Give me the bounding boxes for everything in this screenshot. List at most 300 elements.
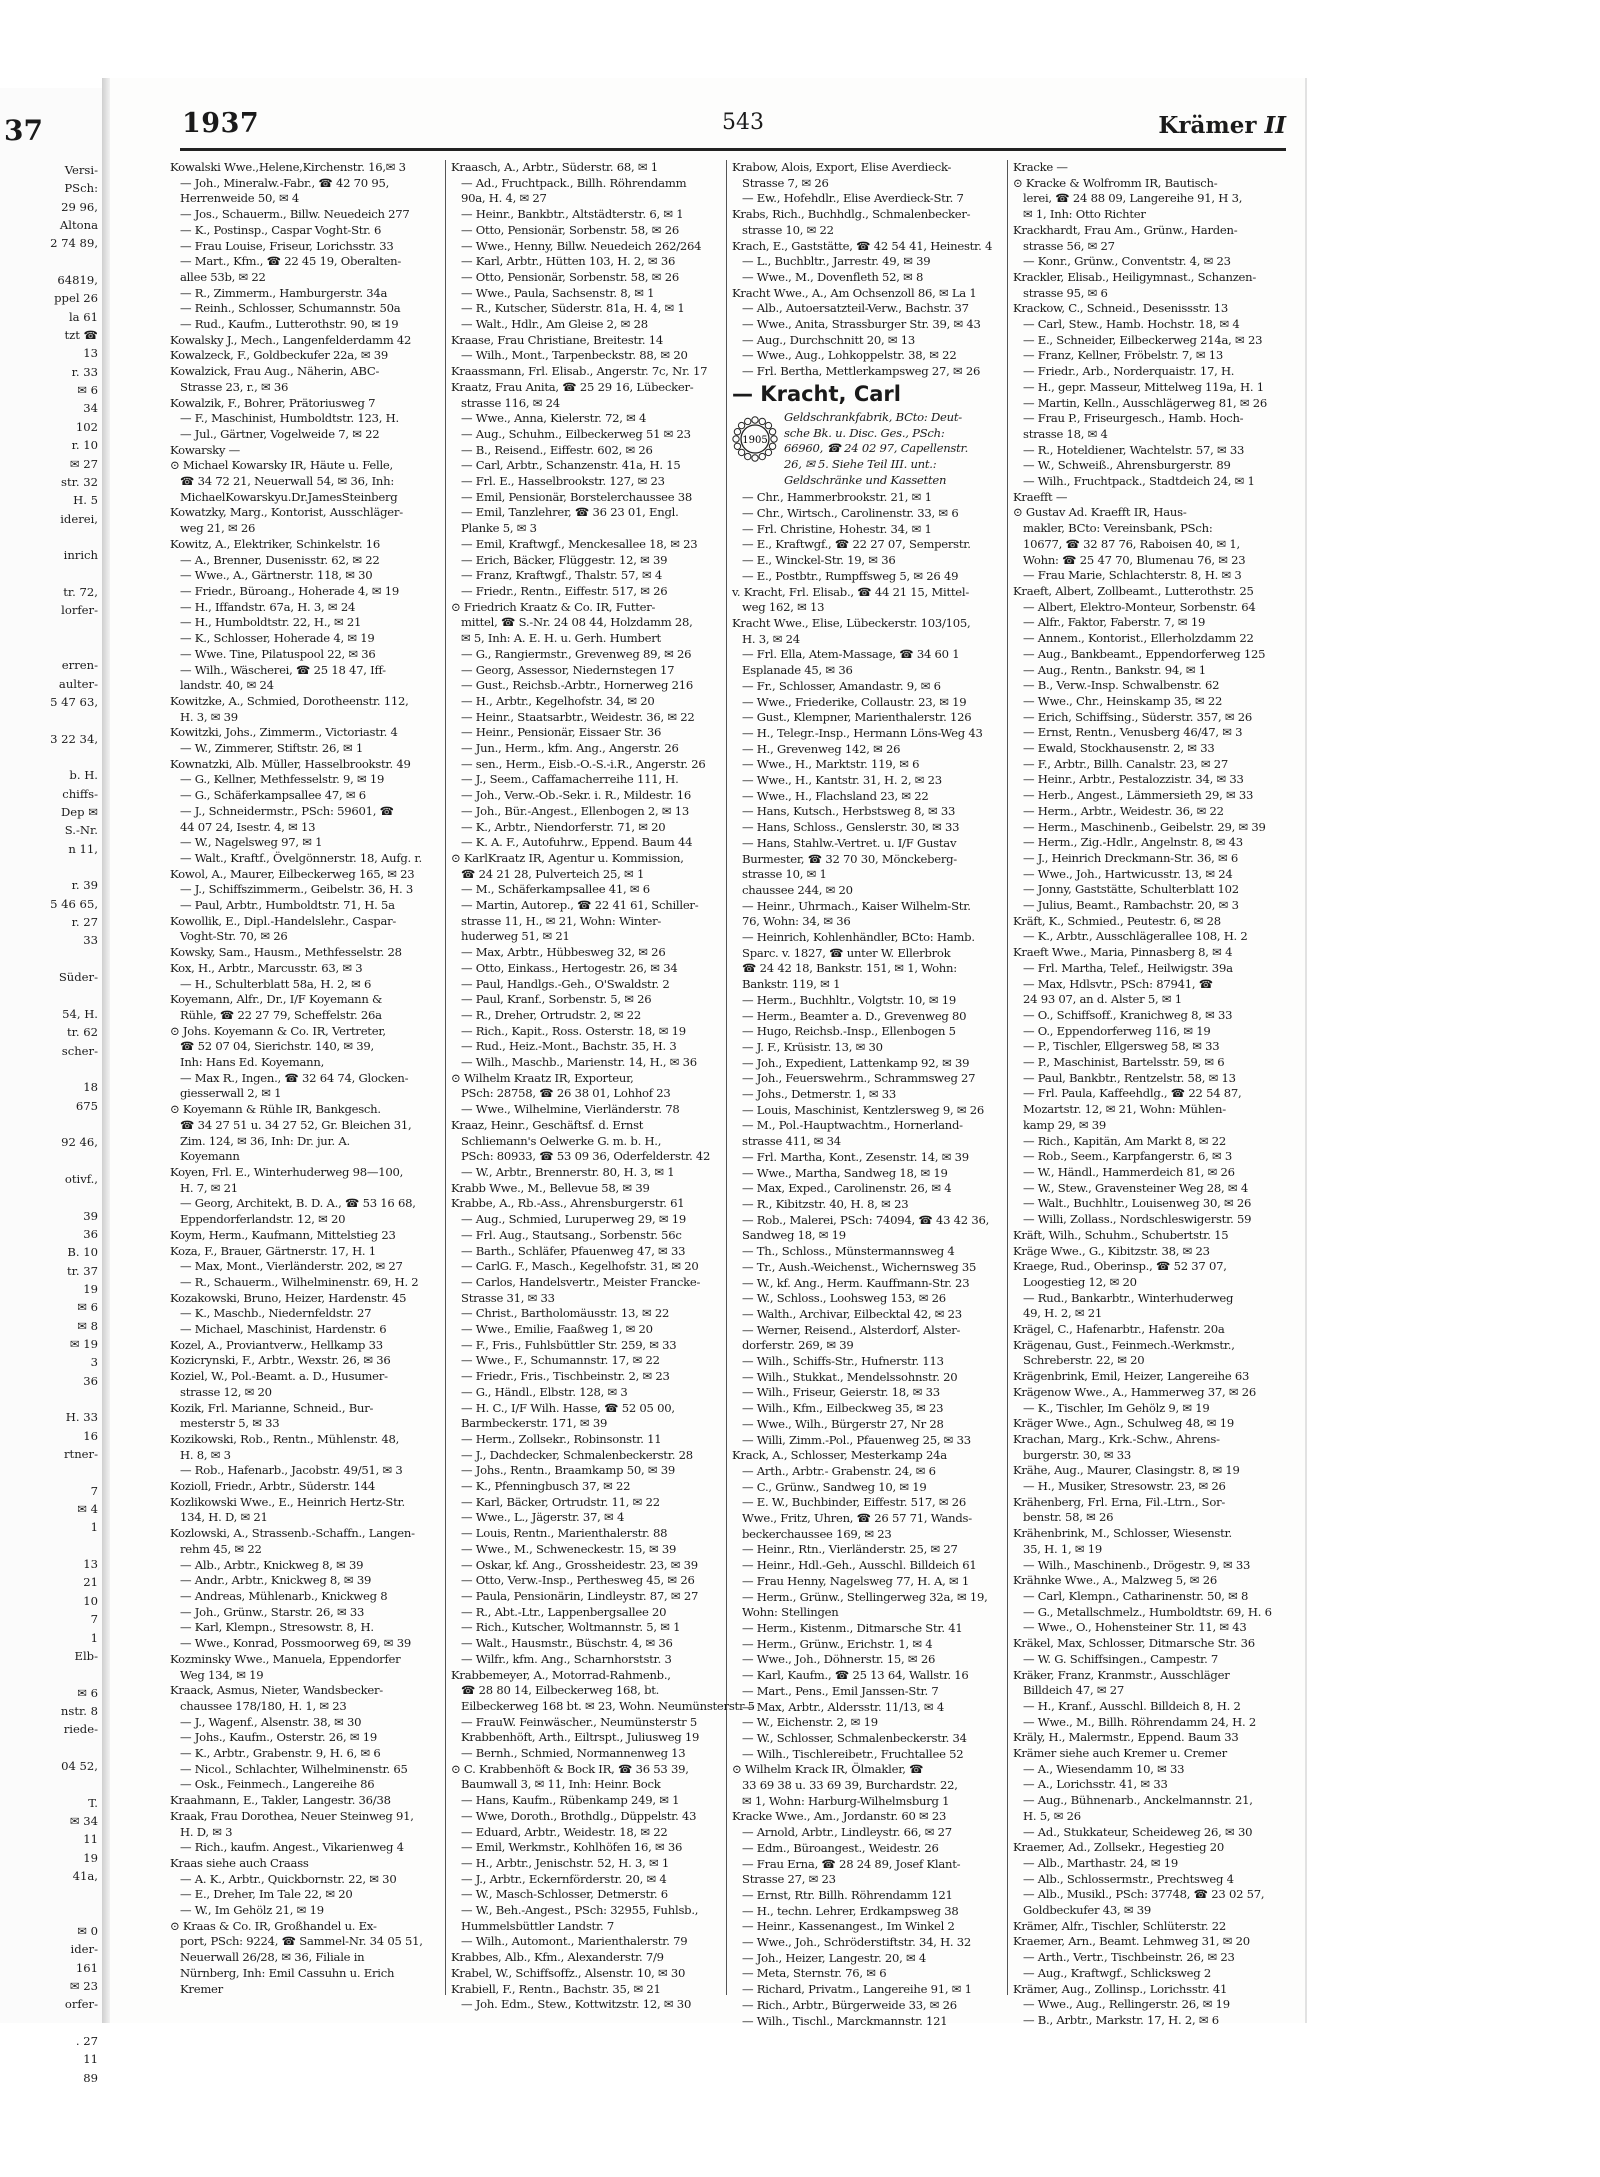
directory-entry: — Wwe., Joh., Döhnerstr. 15, ✉ 26 (742, 1652, 936, 1667)
previous-page-fragment: 36 (83, 1373, 98, 1388)
directory-entry: Kozakowski, Bruno, Heizer, Hardenstr. 45 (170, 1290, 407, 1305)
previous-page-fragment: 11 (83, 1832, 98, 1847)
directory-entry: — Heinr., Staatsarbtr., Weidestr. 36, ✉ 22 (461, 709, 695, 724)
directory-entry: — Aug., Schuhm., Eilbeckerweg 51 ✉ 23 (461, 426, 691, 441)
previous-page-fragment: n 11, (68, 841, 98, 856)
previous-page-fragment: ✉ 8 (77, 1318, 98, 1333)
directory-entry: — Joh., Feuerswehrm., Schrammsweg 27 (742, 1071, 976, 1086)
directory-entry: Kowalzik, F., Bohrer, Prätoriusweg 7 (170, 395, 376, 410)
directory-entry: — Julius, Beamt., Rambachstr. 20, ✉ 3 (1023, 898, 1239, 913)
directory-entry: H. 5, ✉ 26 (1023, 1808, 1081, 1823)
directory-entry: — Rob., Malerei, PSch: 74094, ☎ 43 42 36, (742, 1212, 990, 1227)
directory-entry: — H., Schulterblatt 58a, H. 2, ✉ 6 (180, 976, 372, 991)
directory-entry: lerei, ☎ 24 88 09, Langereihe 91, H 3, (1023, 191, 1243, 206)
directory-entry: strasse 18, ✉ 4 (1023, 426, 1108, 441)
directory-entry: — W., Im Gehölz 21, ✉ 19 (180, 1903, 324, 1918)
directory-entry: — G., Rangiermstr., Grevenweg 89, ✉ 26 (461, 646, 692, 661)
directory-entry: Sparc. v. 1827, ☎ unter W. Ellerbrok (742, 945, 951, 960)
previous-page-fragment: iderei, (60, 511, 98, 526)
directory-entry: — Wwe., Emilie, Faaßweg 1, ✉ 20 (461, 1322, 653, 1337)
previous-page-fragment: ✉ 27 (69, 456, 98, 471)
directory-entry: Kraase, Frau Christiane, Breitestr. 14 (451, 332, 664, 347)
directory-entry: — Paul, Bankbtr., Rentzelstr. 58, ✉ 13 (1023, 1070, 1236, 1085)
directory-entry: — Arth., Arbtr.- Grabenstr. 24, ✉ 6 (742, 1463, 936, 1478)
previous-page-fragment (0, 1152, 102, 1170)
directory-entry: — Ernst, Rtr. Billh. Röhrendamm 121 (742, 1887, 953, 1902)
directory-entry: Krähenberg, Frl. Erna, Fil.-Ltrn., Sor- (1013, 1494, 1226, 1509)
directory-entry: Kowarsky — (170, 442, 241, 457)
directory-entry: Schliemann's Oelwerke G. m. b. H., (461, 1133, 662, 1148)
directory-entry: Kozel, A., Proviantverw., Hellkamp 33 (170, 1337, 383, 1352)
directory-entry: — Arnold, Arbtr., Lindleystr. 66, ✉ 27 (742, 1825, 952, 1840)
directory-entry: — Reinh., Schlosser, Schumannstr. 50a (180, 301, 401, 316)
directory-entry: — Ernst, Rentn., Venusberg 46/47, ✉ 3 (1023, 725, 1243, 740)
directory-entry: 24 93 07, an d. Alster 5, ✉ 1 (1023, 992, 1182, 1007)
previous-page-fragment (0, 528, 102, 546)
directory-entry: — Joh., Bür.-Angest., Ellenbogen 2, ✉ 13 (461, 803, 690, 818)
directory-entry: — Frl. Ella, Atem-Massage, ☎ 34 60 1 (742, 647, 960, 662)
previous-page-fragment: la 61 (68, 309, 98, 324)
directory-entry: — G., Kellner, Methfesselstr. 9, ✉ 19 (180, 772, 385, 787)
previous-page-fragment: 13 (83, 1557, 98, 1572)
directory-entry: — Emil, Tanzlehrer, ☎ 36 23 01, Engl. (461, 505, 679, 520)
directory-entry: — Heinr., Uhrmach., Kaiser Wilhelm-Str. (742, 898, 971, 913)
directory-entry: — Alb., Arbtr., Knickweg 8, ✉ 39 (180, 1557, 364, 1572)
directory-entry: — Wwe., H., Kantstr. 31, H. 2, ✉ 23 (742, 773, 942, 788)
previous-page-fragment: ✉ 34 (69, 1813, 98, 1828)
directory-entry: — Wilh., Maschinenb., Drögestr. 9, ✉ 33 (1023, 1557, 1251, 1572)
directory-entry: — Joh. Edm., Stew., Kottwitzstr. 12, ✉ 30 (461, 1997, 692, 2012)
previous-page-fragment: nstr. 8 (60, 1703, 98, 1718)
directory-entry: dorferstr. 269, ✉ 39 (742, 1338, 854, 1353)
directory-entry: Wohn: ☎ 25 47 70, Blumenau 76, ✉ 23 (1023, 552, 1246, 567)
header-rule (180, 148, 1286, 151)
directory-entry: — Erich, Schiffsing., Süderstr. 357, ✉ 26 (1023, 709, 1253, 724)
directory-entry: — Herm., Kistenm., Ditmarsche Str. 41 (742, 1620, 963, 1635)
directory-entry: — Carl, Klempn., Catharinenstr. 50, ✉ 8 (1023, 1588, 1249, 1603)
directory-entry: — Rob., Seem., Karpfangerstr. 6, ✉ 3 (1023, 1149, 1232, 1164)
directory-entry: Koza, F., Brauer, Gärtnerstr. 17, H. 1 (170, 1243, 376, 1258)
directory-entry: — Jonny, Gaststätte, Schulterblatt 102 (1023, 882, 1239, 897)
directory-entry: Krackow, C., Schneid., Desenissstr. 13 (1013, 301, 1229, 316)
directory-entry: — B., Arbtr., Markstr. 17, H. 2, ✉ 6 (1023, 2012, 1219, 2027)
previous-page-fragment: 161 (75, 1960, 98, 1975)
directory-entry: — Rich., kaufm. Angest., Vikarienweg 4 (180, 1840, 404, 1855)
previous-page-fragment: Versi- (64, 163, 98, 177)
directory-entry: — Paul, Arbtr., Humboldtstr. 71, H. 5a (180, 898, 395, 913)
directory-entry: — A., Wiesendamm 10, ✉ 33 (1023, 1761, 1185, 1776)
directory-entry: — Wwe., Martha, Sandweg 18, ✉ 19 (742, 1165, 948, 1180)
directory-entry: — Alb., Autoersatzteil-Verw., Bachstr. 37 (742, 301, 969, 316)
directory-entry: Krähnke Wwe., A., Malzweg 5, ✉ 26 (1013, 1573, 1217, 1588)
directory-entry: Strasse 31, ✉ 33 (461, 1290, 555, 1305)
previous-page-fragment (0, 253, 102, 271)
directory-entry: — G., Schäferkampsallee 47, ✉ 6 (180, 788, 366, 803)
directory-entry: — Konr., Grünw., Conventstr. 4, ✉ 23 (1023, 254, 1231, 269)
previous-page-fragment: . 27 (75, 2034, 98, 2049)
directory-entry: — Walt., Hdlr., Am Gleise 2, ✉ 28 (461, 317, 648, 332)
directory-entry: — Frau Erna, ☎ 28 24 89, Josef Klant- (742, 1856, 961, 1871)
directory-entry: — Oskar, kf. Ang., Grossheidestr. 23, ✉ 39 (461, 1557, 698, 1572)
directory-entry: — Karl, Kaufm., ☎ 25 13 64, Wallstr. 16 (742, 1668, 969, 1683)
directory-entry: — M., Schäferkampsallee 41, ✉ 6 (461, 882, 650, 897)
directory-entry: — Eduard, Arbtr., Weidestr. 18, ✉ 22 (461, 1824, 668, 1839)
directory-entry: — J., Seem., Caffamacherreihe 111, H. (461, 772, 679, 787)
directory-entry: Krack, A., Schlosser, Mesterkamp 24a (732, 1448, 947, 1463)
previous-page-fragment: 3 (90, 1355, 98, 1370)
directory-entry: Herrenweide 50, ✉ 4 (180, 191, 299, 206)
directory-entry: — W. G. Schiffsingen., Campestr. 7 (1023, 1651, 1219, 1666)
directory-entry: — Annem., Kontorist., Ellerholzdamm 22 (1023, 631, 1254, 646)
previous-page-fragment (0, 2014, 102, 2032)
directory-entry: Inh: Hans Ed. Koyemann, (180, 1055, 325, 1070)
directory-entry: Esplanade 45, ✉ 36 (742, 663, 853, 678)
page-header (182, 108, 1286, 148)
directory-entry: Kraassmann, Frl. Elisab., Angerstr. 7c, Nr. 17 (451, 364, 708, 379)
directory-entry: — H., Musiker, Stresowstr. 23, ✉ 26 (1023, 1479, 1226, 1494)
directory-entry: ⊙ C. Krabbenhöft & Bock IR, ☎ 36 53 39, (451, 1761, 689, 1776)
previous-page-fragment: tr. 37 (66, 1263, 98, 1278)
directory-entry: — A. K., Arbtr., Quickbornstr. 22, ✉ 30 (180, 1871, 397, 1886)
directory-entry: — Wwe., M., Dovenfleth 52, ✉ 8 (742, 269, 924, 284)
directory-entry: Krabow, Alois, Export, Elise Averdieck- (732, 160, 952, 174)
directory-entry: H. D, ✉ 3 (180, 1824, 233, 1839)
directory-entry: weg 21, ✉ 26 (180, 521, 256, 536)
previous-page-fragment: 04 52, (61, 1758, 98, 1773)
directory-entry: ⊙ Michael Kowarsky IR, Häute u. Felle, (170, 458, 393, 473)
directory-entry: Kräft, Wilh., Schuhm., Schubertstr. 15 (1013, 1227, 1229, 1242)
previous-page-fragment: Elb- (74, 1648, 98, 1663)
previous-page-fragment (0, 1665, 102, 1683)
directory-entry: Kowollik, E., Dipl.-Handelslehr., Caspar- (170, 913, 397, 928)
directory-entry: Kraemer, Arn., Beamt. Lehmweg 31, ✉ 20 (1013, 1934, 1250, 1949)
directory-entry: Krähe, Aug., Maurer, Clasingstr. 8, ✉ 19 (1013, 1463, 1240, 1478)
directory-entry: benstr. 58, ✉ 26 (1023, 1510, 1114, 1525)
directory-entry: Baumwall 3, ✉ 11, Inh: Heinr. Bock (461, 1777, 661, 1792)
directory-entry: — Wilh., Mont., Tarpenbeckstr. 88, ✉ 20 (461, 348, 688, 363)
directory-entry: — Rud., Bankarbtr., Winterhuderweg (1023, 1290, 1234, 1305)
directory-entry: Planke 5, ✉ 3 (461, 521, 537, 536)
directory-entry: mittel, ☎ S.-Nr. 24 08 44, Holzdamm 28, (461, 615, 693, 630)
previous-page-fragment: r. 10 (71, 438, 98, 453)
directory-entry: — Max, Exped., Carolinenstr. 26, ✉ 4 (742, 1181, 952, 1196)
previous-page-fragment: 19 (83, 1850, 98, 1865)
directory-entry: — Nicol., Schlachter, Wilhelminenstr. 65 (180, 1761, 408, 1776)
directory-entry: Strasse 23, r., ✉ 36 (180, 379, 289, 394)
directory-entry: — Aug., Rentn., Bankstr. 94, ✉ 1 (1023, 662, 1206, 677)
previous-page-fragment: 2 74 89, (50, 236, 98, 251)
directory-entry: — Rich., Arbtr., Bürgerweide 33, ✉ 26 (742, 1997, 957, 2012)
directory-entry: — C., Grünw., Sandweg 10, ✉ 19 (742, 1479, 927, 1494)
previous-page-fragment (0, 986, 102, 1004)
directory-entry: Krackhardt, Frau Am., Grünw., Harden- (1013, 222, 1238, 237)
directory-entry: Burmester, ☎ 32 70 30, Mönckeberg- (742, 851, 957, 866)
directory-entry: — W., Schloss., Loohsweg 153, ✉ 26 (742, 1291, 946, 1306)
directory-entry: — J., Dachdecker, Schmalenbeckerstr. 28 (461, 1447, 693, 1462)
directory-entry: Kowalski Wwe.,Helene,Kirchenstr. 16,✉ 3 (170, 160, 406, 174)
directory-entry: — P., Maschinist, Bartelsstr. 59, ✉ 6 (1023, 1055, 1225, 1070)
directory-entry: beckerchaussee 169, ✉ 23 (742, 1526, 892, 1541)
directory-entry: Kraaz, Heinr., Geschäftsf. d. Ernst (451, 1117, 644, 1132)
directory-entry: strasse 116, ✉ 24 (461, 395, 560, 410)
directory-entry: Wwe., Fritz, Uhren, ☎ 26 57 71, Wands- (742, 1511, 972, 1526)
directory-entry: Voght-Str. 70, ✉ 26 (180, 929, 288, 944)
directory-entry: Koyemann, Alfr., Dr., I/F Koyemann & (170, 992, 383, 1007)
previous-page-fragment (0, 1188, 102, 1206)
directory-entry: — Barth., Schläfer, Pfauenweg 47, ✉ 33 (461, 1243, 686, 1258)
directory-entry: Kräge Wwe., G., Kibitzstr. 38, ✉ 23 (1013, 1243, 1210, 1258)
directory-entry: — Wwe., Aug., Lohkoppelstr. 38, ✉ 22 (742, 348, 957, 363)
directory-entry: — Aug., Kraftwgf., Schlicksweg 2 (1023, 1965, 1211, 1980)
directory-entry: — Erich, Bäcker, Flüggestr. 12, ✉ 39 (461, 552, 668, 567)
directory-entry: — J., Arbtr., Eckernförderstr. 20, ✉ 4 (461, 1871, 667, 1886)
previous-page-fragment: 5 47 63, (50, 694, 98, 709)
directory-entry: giesserwall 2, ✉ 1 (180, 1086, 282, 1101)
directory-entry: — Heinr., Arbtr., Pestalozzistr. 34, ✉ 33 (1023, 772, 1244, 787)
directory-entry: — Frl. Paula, Kaffeehdlg., ☎ 22 54 87, (1023, 1086, 1242, 1101)
directory-entry: Kowsky, Sam., Hausm., Methfesselstr. 28 (170, 945, 402, 960)
directory-entry: — Joh., Expedient, Lattenkamp 92, ✉ 39 (742, 1055, 970, 1070)
directory-entry: strasse 10, ✉ 22 (742, 222, 834, 237)
directory-entry: ✉ 1, Inh: Otto Richter (1023, 207, 1146, 222)
directory-entry: — Walt., Buchhltr., Louisenweg 30, ✉ 26 (1023, 1196, 1252, 1211)
directory-entry: Kozioll, Friedr., Arbtr., Süderstr. 144 (170, 1479, 375, 1494)
directory-entry: — Carl, Stew., Hamb. Hochstr. 18, ✉ 4 (1023, 317, 1240, 332)
directory-entry: — Emil, Pensionär, Borstelerchaussee 38 (461, 489, 693, 504)
directory-entry: — K., Postinsp., Caspar Voght-Str. 6 (180, 222, 382, 237)
directory-entry: — Wwe., Paula, Sachsenstr. 8, ✉ 1 (461, 285, 655, 300)
directory-entry: Koyen, Frl. E., Winterhuderweg 98—100, (170, 1165, 404, 1179)
previous-page-fragment: H. 33 (65, 1410, 98, 1425)
directory-entry: — Wwe., Konrad, Possmoorweg 69, ✉ 39 (180, 1636, 411, 1651)
volume-number: II (1264, 112, 1286, 139)
directory-entry: — G., Händl., Elbstr. 128, ✉ 3 (461, 1384, 628, 1399)
directory-entry: Krabs, Rich., Buchhdlg., Schmalenbecker- (732, 207, 971, 222)
directory-entry: — Heinr., Bankbtr., Altstädterstr. 6, ✉ 1 (461, 207, 684, 222)
directory-entry: Kozlikowski Wwe., E., Heinrich Hertz-Str. (170, 1494, 405, 1509)
previous-page-fragment: Dep ✉ (61, 805, 98, 820)
directory-entry: — Wwe., Anita, Strassburger Str. 39, ✉ 43 (742, 317, 981, 332)
previous-page-fragment: 675 (75, 1098, 98, 1113)
directory-entry: — Franz, Kraftwgf., Thalstr. 57, ✉ 4 (461, 568, 663, 583)
directory-entry: ⊙ Wilhelm Krack IR, Ölmakler, ☎ (732, 1762, 924, 1777)
directory-entry: — W., kf. Ang., Herm. Kauffmann-Str. 23 (742, 1275, 970, 1290)
previous-page-fragment: 1 (90, 1520, 98, 1535)
directory-entry: 10677, ☎ 32 87 76, Raboisen 40, ✉ 1, (1023, 536, 1240, 551)
directory-entry: Kraege, Rud., Oberinsp., ☎ 52 37 07, (1013, 1259, 1227, 1274)
directory-entry: — E., Schneider, Eilbeckerweg 214a, ✉ 23 (1023, 332, 1263, 347)
directory-entry: Rühle, ☎ 22 27 79, Scheffelstr. 26a (180, 1007, 382, 1022)
directory-entry: — K. A. F., Autofuhrw., Eppend. Baum 44 (461, 835, 693, 850)
directory-entry: — Herb., Angest., Lämmersieth 29, ✉ 33 (1023, 788, 1254, 803)
directory-entry: Kräly, H., Malermstr., Eppend. Baum 33 (1013, 1730, 1239, 1745)
previous-page-fragment: 89 (83, 2070, 98, 2085)
directory-entry: — Edm., Büroangest., Weidestr. 26 (742, 1840, 939, 1855)
directory-entry: v. Kracht, Frl. Elisab., ☎ 44 21 15, Mittel- (732, 584, 970, 599)
directory-entry: Koym, Herm., Kaufmann, Mittelstieg 23 (170, 1227, 396, 1242)
previous-page-fragment (0, 1463, 102, 1481)
directory-entry: — Frl. Bertha, Mettlerkampsweg 27, ✉ 26 (742, 364, 981, 379)
directory-entry: — R., Hoteldiener, Wachtelstr. 57, ✉ 33 (1023, 442, 1245, 457)
directory-entry: — W., Beh.-Angest., PSch: 32955, Fuhlsb., (461, 1903, 699, 1918)
directory-entry: — Friedr., Arb., Norderquaistr. 17, H. (1023, 364, 1235, 379)
previous-page-fragment: ✉ 19 (69, 1337, 98, 1351)
directory-entry: Kracht Wwe., A., Am Ochsenzoll 86, ✉ La 1 (732, 285, 977, 300)
directory-entry: — Wwe., O., Hohensteiner Str. 11, ✉ 43 (1023, 1620, 1247, 1635)
directory-entry: — Karl, Klempn., Stresowstr. 8, H. (180, 1620, 374, 1635)
previous-page-fragment: 41a, (72, 1868, 98, 1883)
directory-entry: Kozicrynski, F., Arbtr., Wexstr. 26, ✉ 36 (170, 1353, 391, 1368)
directory-entry: — W., Schlosser, Schmalenbeckerstr. 34 (742, 1730, 967, 1745)
directory-entry: Kraeft, Albert, Zollbeamt., Lutterothstr. 25 (1013, 583, 1254, 598)
directory-entry: — Walt., Hausmstr., Büschstr. 4, ✉ 36 (461, 1636, 673, 1651)
previous-page-fragment: 39 (83, 1208, 98, 1223)
directory-entry: — Aug., Durchschnitt 20, ✉ 13 (742, 332, 915, 347)
directory-entry: — Herm., Zig.-Hdlr., Angelnstr. 8, ✉ 43 (1023, 835, 1243, 850)
directory-entry: strasse 11, H., ✉ 21, Wohn: Winter- (461, 913, 662, 928)
directory-entry: H. 8, ✉ 3 (180, 1447, 231, 1462)
directory-entry: Kraack, Asmus, Nieter, Wandsbecker- (170, 1683, 383, 1698)
directory-entry: — Wilh., Kfm., Eilbeckweg 35, ✉ 23 (742, 1401, 944, 1416)
directory-column-4 (1008, 160, 1289, 2027)
page-number: 543 (722, 110, 764, 135)
directory-entry: — Wwe., F., Schumannstr. 17, ✉ 22 (461, 1353, 660, 1368)
directory-entry: — Max, Hdlsvtr., PSch: 87941, ☎ (1023, 976, 1213, 991)
directory-entry: — K., Arbtr., Grabenstr. 9, H. 6, ✉ 6 (180, 1746, 381, 1761)
directory-entry: — R., Kutscher, Süderstr. 81a, H. 4, ✉ 1 (461, 301, 685, 316)
directory-entry: Krachan, Marg., Krk.-Schw., Ahrens- (1013, 1431, 1220, 1446)
directory-entry: 33 69 38 u. 33 69 39, Burchardstr. 22, (742, 1778, 958, 1793)
directory-entry: — K., Arbtr., Ausschlägerallee 108, H. 2 (1023, 929, 1248, 944)
advertisement-line: 66960, ☎ 24 02 97, Capellenstr. (784, 441, 968, 456)
directory-entry: chaussee 244, ✉ 20 (742, 882, 853, 897)
display-heading: — Kracht, Carl (732, 381, 901, 406)
directory-entry: — Wilh., Friseur, Geierstr. 18, ✉ 33 (742, 1385, 940, 1400)
directory-entry: — Wilh., Stukkat., Mendelssohnstr. 20 (742, 1369, 958, 1384)
directory-entry: Schreberstr. 22, ✉ 20 (1023, 1353, 1145, 1368)
directory-entry: — W., Nagelsweg 97, ✉ 1 (180, 835, 323, 850)
directory-entry: Krabel, W., Schiffsoffz., Alsenstr. 10, ✉ 30 (451, 1965, 686, 1980)
directory-entry: — Frl. E., Hasselbrookstr. 127, ✉ 23 (461, 474, 665, 489)
directory-entry: — Th., Schloss., Münstermannsweg 4 (742, 1244, 955, 1259)
directory-entry: strasse 95, ✉ 6 (1023, 285, 1108, 300)
directory-entry: — H., gepr. Masseur, Mittelweg 119a, H. 1 (1023, 379, 1264, 394)
previous-page-fragment: 13 (83, 346, 98, 361)
directory-entry: Goldbeckufer 43, ✉ 39 (1023, 1903, 1152, 1918)
directory-entry: — Martin, Kelln., Ausschlägerweg 81, ✉ 26 (1023, 395, 1268, 410)
directory-entry: Krägel, C., Hafenarbtr., Hafenstr. 20a (1013, 1322, 1225, 1337)
previous-page-fragment: B. 10 (67, 1245, 98, 1260)
directory-entry: Kowalzeck, F., Goldbeckufer 22a, ✉ 39 (170, 348, 388, 363)
directory-entry: — Rich., Kapitän, Am Markt 8, ✉ 22 (1023, 1133, 1226, 1148)
directory-entry: — Ewald, Stockhausenstr. 2, ✉ 33 (1023, 741, 1215, 756)
previous-page-fragment: 92 46, (61, 1135, 98, 1150)
advertisement-line: Geldschrankfabrik, BCto: Deut- (784, 409, 962, 424)
directory-entry: ⊙ Wilhelm Kraatz IR, Exporteur, (451, 1070, 634, 1085)
directory-entry: — Hans, Kaufm., Rübenkamp 249, ✉ 1 (461, 1793, 680, 1808)
directory-entry: — Tr., Aush.-Weichenst., Wichernsweg 35 (742, 1259, 977, 1274)
previous-page-fragment: 64819, (57, 273, 98, 288)
directory-entry: — Alb., Musikl., PSch: 37748, ☎ 23 02 57, (1023, 1887, 1265, 1902)
directory-entry: — Rich., Kapit., Ross. Osterstr. 18, ✉ 19 (461, 1023, 686, 1038)
directory-entry: Kräft, K., Schmied., Peutestr. 6, ✉ 28 (1013, 913, 1221, 928)
directory-entry: Kownatzki, Alb. Müller, Hasselbrookstr. 49 (170, 756, 411, 771)
directory-entry: Kowitzki, Johs., Zimmerm., Victoriastr. 4 (170, 725, 398, 740)
directory-entry: — Wwe., Joh., Schröderstiftstr. 34, H. 32 (742, 1935, 972, 1950)
directory-entry: — K., Schlosser, Hoherade 4, ✉ 19 (180, 631, 375, 646)
directory-entry: — Rich., Kutscher, Woltmannstr. 5, ✉ 1 (461, 1620, 681, 1635)
previous-page-fragment (0, 1885, 102, 1903)
previous-page-fragment (0, 1904, 102, 1922)
directory-entry: — W., Masch-Schlosser, Detmerstr. 6 (461, 1887, 668, 1902)
directory-entry: — Johs., Detmerstr. 1, ✉ 33 (742, 1087, 896, 1102)
previous-page-fragment: ✉ 0 (77, 1924, 98, 1938)
previous-page-fragment: 33 (83, 933, 98, 948)
directory-entry: Mozartstr. 12, ✉ 21, Wohn: Mühlen- (1023, 1102, 1226, 1117)
previous-page-fragment: rtner- (64, 1447, 98, 1462)
directory-entry: — Herm., Maschinenb., Geibelstr. 29, ✉ 39 (1023, 819, 1266, 834)
directory-entry: — Georg, Assessor, Niedernstegen 17 (461, 662, 675, 677)
previous-page-fragment: chiffs- (62, 786, 98, 801)
directory-entry: — K., Tischler, Im Gehölz 9, ✉ 19 (1023, 1400, 1210, 1415)
directory-entry: — Herm., Arbtr., Weidestr. 36, ✉ 22 (1023, 803, 1224, 818)
directory-entry: — M., Pol.-Hauptwachtm., Hornerland- (742, 1118, 963, 1133)
previous-page-fragment: tzt ☎ (64, 328, 98, 343)
directory-entry: — Heinr., Pensionär, Eissaer Str. 36 (461, 725, 662, 740)
directory-entry: — H., Iffandstr. 67a, H. 3, ✉ 24 (180, 599, 356, 614)
directory-entry: — Wwe, Doroth., Brothdlg., Düppelstr. 43 (461, 1808, 697, 1823)
directory-entry: — Wwe., Wilhelmine, Vierländerstr. 78 (461, 1102, 680, 1117)
directory-entry: strasse 411, ✉ 34 (742, 1134, 841, 1149)
directory-entry: — Wilh., Tischl., Marckmannstr. 121 (742, 2013, 948, 2028)
previous-page-fragment: 34 (83, 401, 98, 416)
directory-entry: — Wwe. Tine, Pilatuspool 22, ✉ 36 (180, 646, 376, 661)
directory-entry: — Franz, Kellner, Fröbelstr. 7, ✉ 13 (1023, 348, 1224, 363)
directory-entry: Eppendorferlandstr. 12, ✉ 20 (180, 1212, 346, 1227)
directory-entry: — Louis, Maschinist, Kentzlersweg 9, ✉ 26 (742, 1102, 985, 1117)
directory-entry: Kremer (180, 1981, 223, 1996)
directory-entry: MichaelKowarskyu.Dr.JamesSteinberg (180, 489, 398, 504)
previous-page-fragment (0, 565, 102, 583)
previous-page-fragment: T. (88, 1795, 98, 1810)
directory-entry: port, PSch: 9224, ☎ Sammel-Nr. 34 05 51, (180, 1934, 423, 1949)
directory-entry: Kozikowski, Rob., Rentn., Mühlenstr. 48, (170, 1431, 400, 1446)
directory-entry: — Heinrich, Kohlenhändler, BCto: Hamb. (742, 930, 975, 945)
directory-entry: ☎ 34 72 21, Neuerwall 54, ✉ 36, Inh: (180, 474, 395, 489)
directory-entry: — H., Telegr.-Insp., Hermann Löns-Weg 43 (742, 725, 983, 740)
directory-entry: — F., Arbtr., Billh. Canalstr. 23, ✉ 27 (1023, 756, 1229, 771)
directory-entry: — H. C., I/F Wilh. Hasse, ☎ 52 05 00, (461, 1400, 675, 1415)
company-advertisement (732, 410, 1004, 489)
directory-entry: — Walth., Archivar, Eilbecktal 42, ✉ 23 (742, 1306, 962, 1321)
previous-page-fragment (0, 620, 102, 638)
previous-page-fragment: 19 (83, 1281, 98, 1296)
directory-entry: — Wwe., H., Flachsland 23, ✉ 22 (742, 788, 929, 803)
directory-entry: — Wwe., M., Billh. Röhrendamm 24, H. 2 (1023, 1714, 1256, 1729)
directory-entry: — Hans, Schloss., Genslerstr. 30, ✉ 33 (742, 820, 960, 835)
directory-entry: kamp 29, ✉ 39 (1023, 1117, 1107, 1132)
directory-entry: weg 162, ✉ 13 (742, 600, 825, 615)
directory-entry: — Jun., Herm., kfm. Ang., Angerstr. 26 (461, 741, 679, 756)
directory-entry: — K., Pfenningbusch 37, ✉ 22 (461, 1479, 631, 1494)
directory-entry: — Karl, Arbtr., Hütten 103, H. 2, ✉ 36 (461, 254, 676, 269)
directory-entry: — Wwe., L., Jägerstr. 37, ✉ 4 (461, 1510, 625, 1525)
directory-entry: Krabbe, A., Rb.-Ass., Ahrensburgerstr. 61 (451, 1196, 685, 1211)
directory-entry: — FrauW. Feinwäscher., Neumünsterstr 5 (461, 1714, 698, 1729)
directory-entry: — Johs., Kaufm., Osterstr. 26, ✉ 19 (180, 1730, 378, 1745)
previous-page-fragment (0, 1060, 102, 1078)
directory-entry: — Wwe., Chr., Heinskamp 35, ✉ 22 (1023, 693, 1223, 708)
